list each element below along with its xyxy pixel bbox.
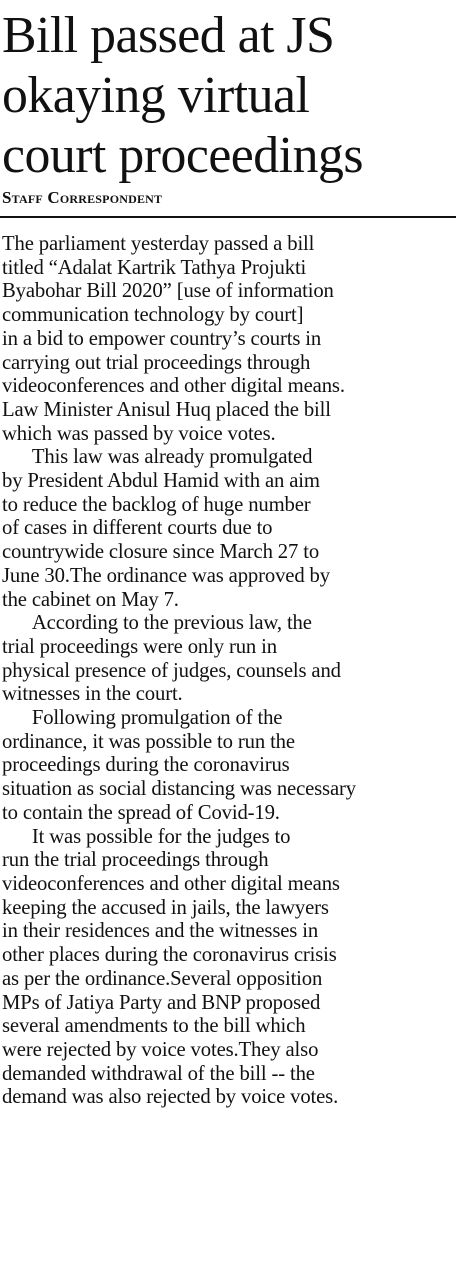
article-line: situation as social distancing was necessary <box>2 777 356 801</box>
article-line: The parliament yesterday passed a bill <box>2 232 315 255</box>
article-line: trial proceedings were only run in <box>2 634 277 658</box>
article-line: of cases in different courts due to <box>2 516 273 540</box>
headline-line: court proceedings <box>2 127 363 184</box>
article-line: countrywide closure since March 27 to <box>2 540 320 564</box>
article-line: titled “Adalat Kartrik Tathya Projukti <box>2 255 307 279</box>
article-line: were rejected by voice votes.They also <box>2 1037 319 1061</box>
headline-line: okaying virtual <box>2 67 310 124</box>
article-line: demanded withdrawal of the bill -- the <box>2 1061 315 1085</box>
paragraph-first-line: This law was already promulgated <box>31 445 313 469</box>
article-line: witnesses in the court. <box>2 682 183 706</box>
article-line: in a bid to empower country’s courts in <box>2 326 322 350</box>
article-line: Law Minister Anisul Huq placed the bill <box>2 397 331 421</box>
article-line: MPs of Jatiya Party and BNP proposed <box>2 990 321 1014</box>
article-line: to reduce the backlog of huge number <box>2 492 311 516</box>
article-line: communication technology by court] <box>2 303 304 327</box>
paragraph-first-line: It was possible for the judges to <box>31 824 291 848</box>
headline <box>0 0 456 186</box>
article-line: demand was also rejected by voice votes. <box>2 1085 339 1109</box>
article-line: other places during the coronavirus crisis <box>2 943 337 967</box>
article-line: carrying out trial proceedings through <box>2 350 311 374</box>
article-line: run the trial proceedings through <box>2 848 269 872</box>
article-line: several amendments to the bill which <box>2 1014 306 1038</box>
article-line: proceedings during the coronavirus <box>2 753 290 777</box>
paragraph-first-line: Following promulgation of the <box>31 706 283 730</box>
article-line: in their residences and the witnesses in <box>2 919 319 943</box>
article-line: videoconferences and other digital means <box>2 871 340 895</box>
article-line: keeping the accused in jails, the lawyers <box>2 895 329 919</box>
article-line: physical presence of judges, counsels and <box>2 658 341 682</box>
article-line: to contain the spread of Covid-19. <box>2 800 280 824</box>
byline: Staff Correspondent <box>2 188 163 207</box>
article-line: ordinance, it was possible to run the <box>2 729 295 753</box>
article-line: by President Abdul Hamid with an aim <box>2 469 320 493</box>
article-line: the cabinet on May 7. <box>2 587 179 611</box>
headline-line: Bill passed at JS <box>2 7 335 64</box>
article-line: which was passed by voice votes. <box>2 421 276 445</box>
article-body <box>0 218 456 1109</box>
paragraph-first-line: According to the previous law, the <box>31 611 312 635</box>
article-line: June 30.The ordinance was approved by <box>2 563 330 587</box>
article-line: videoconferences and other digital means. <box>2 374 345 398</box>
article-line: Byabohar Bill 2020” [use of information <box>2 279 334 303</box>
article-line: as per the ordinance.Several opposition <box>2 966 323 990</box>
